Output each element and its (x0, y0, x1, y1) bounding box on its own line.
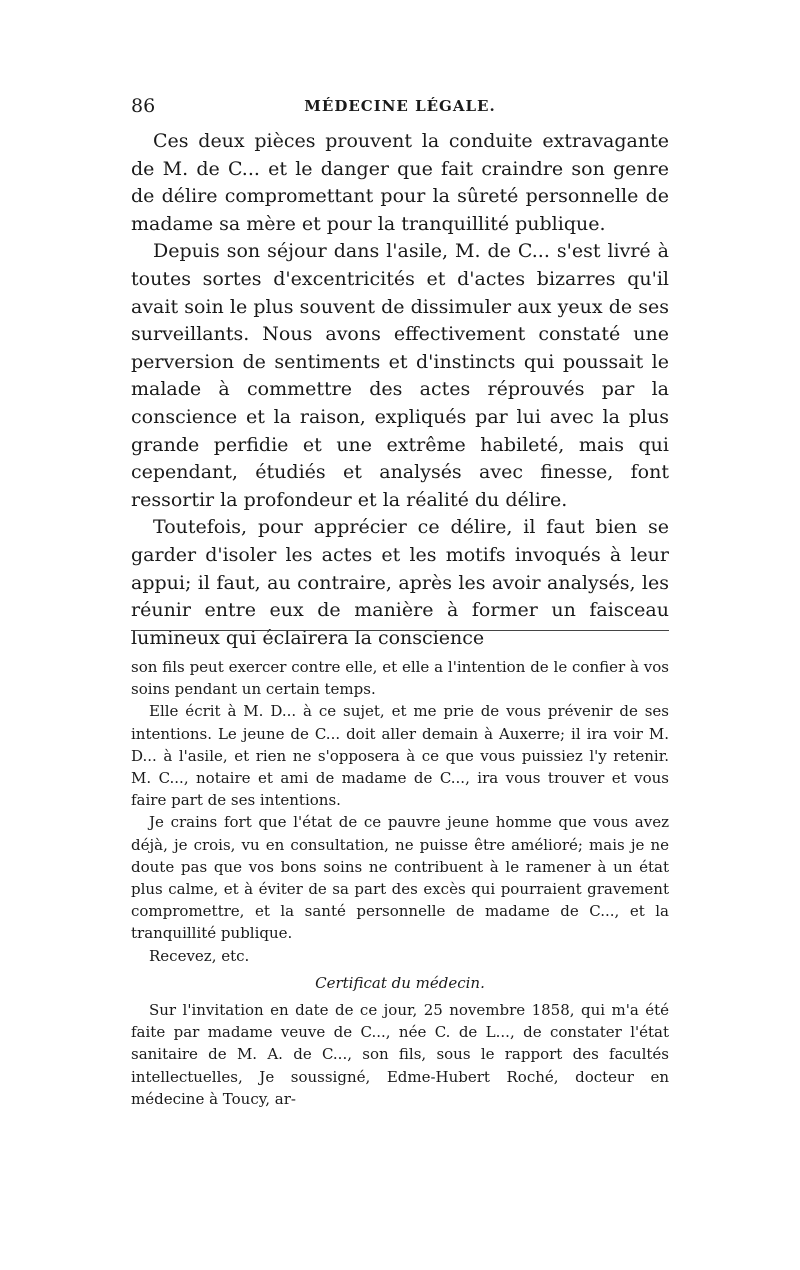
paragraph: Ces deux pièces prouvent la conduite extravagante de M. de C... et le danger que fait craindre son genre de délire compromettant pour la sûreté personnelle de madame sa mère et pour la tranquillité publique. (131, 130, 669, 235)
footnote-paragraph: Sur l'invitation en date de ce jour, 25 novembre 1858, qui m'a été faite par madame veuve de C..., née C. de L..., de constater l'état sanitaire de M. A. de C..., son fils, sous le rapport des facultés intellectuelles, Je soussigné, Edme-Hubert Roché, docteur en médecine à Toucy, ar- (131, 1001, 669, 1108)
footnote-paragraph: Je crains fort que l'état de ce pauvre jeune homme que vous avez déjà, je crois, vu en consultation, ne puisse être amélioré; mais je ne doute pas que vos bons soins ne contribuent à le ramener à un état plus calme, et à éviter de sa part des excès qui pourraient gravement compromettre, et la santé personnelle de madame de C..., et la tranquillité publique. (131, 813, 669, 943)
footnote (131, 656, 669, 1110)
page-number: 86 (131, 95, 156, 117)
footnote-paragraph: Elle écrit à M. D... à ce sujet, et me prie de vous prévenir de ses intentions. Le jeune de C... doit aller demain à Auxerre; il ira voir M. D... à l'asile, et rien ne s'opposera à ce que vous puissiez l'y retenir. M. C..., notaire et ami de madame de C..., ira vous trouver et vous faire part de ses intentions. (131, 702, 669, 810)
footnote-paragraph: Recevez, etc. (149, 946, 250, 965)
paragraph: Toutefois, pour apprécier ce délire, il faut bien se garder d'isoler les actes et les motifs invoqués à leur appui; il faut, au contraire, après les avoir analysés, les réunir entre eux de manière à former un faisceau lumineux qui éclairera la conscience (131, 516, 669, 649)
certificate-heading: Certificat du médecin. (315, 973, 485, 992)
main-text (131, 128, 669, 652)
footnote-continuation: son fils peut exercer contre elle, et elle a l'intention de le confier à vos soins pendant un certain temps. (131, 658, 669, 699)
paragraph: Depuis son séjour dans l'asile, M. de C... s'est livré à toutes sortes d'excentricités et d'actes bizarres qu'il avait soin le plus souvent de dissimuler aux yeux de ses surveillants. Nous avons effectivement constaté une perversion de sentiments et d'instincts qui poussait le malade à commettre des actes réprouvés par la conscience et la raison, expliqués par lui avec la plus grande perfidie et une extrême habileté, mais qui cependant, étudiés et analysés avec finesse, font ressortir la profondeur et la réalité du délire. (131, 240, 669, 511)
running-title: MÉDECINE LÉGALE. (304, 97, 496, 115)
page-header (131, 95, 669, 121)
footnote-divider (131, 630, 669, 631)
